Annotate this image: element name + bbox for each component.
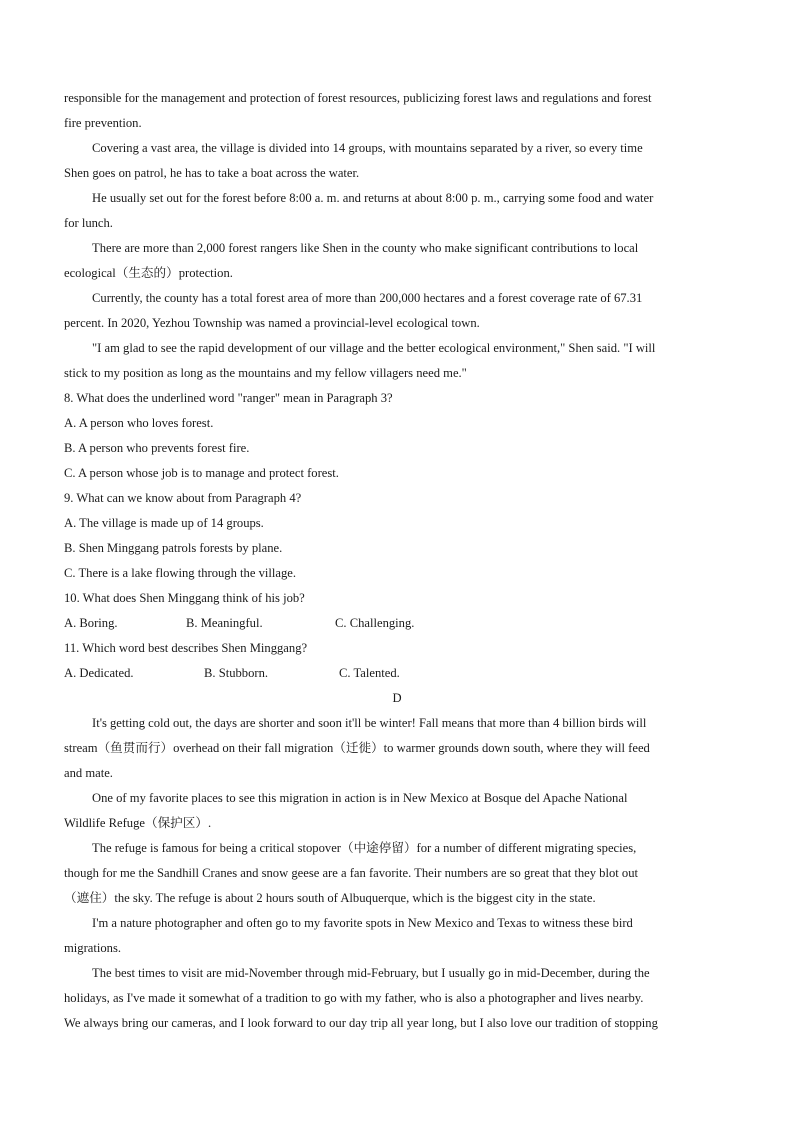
- option-line: A. A person who loves forest.: [64, 416, 214, 430]
- text-line: The best times to visit are mid-November through mid-February, but I usually go in mid-December, during the: [92, 966, 650, 980]
- option-a: A. Dedicated.: [64, 666, 134, 680]
- question-9: 9. What can we know about from Paragraph 4?: [64, 491, 302, 505]
- text-line: Wildlife Refuge（保护区）.: [64, 816, 212, 830]
- text-line: for lunch.: [64, 216, 113, 230]
- option-line: B. A person who prevents forest fire.: [64, 441, 250, 455]
- text-line: holidays, as I've made it somewhat of a tradition to go with my father, who is also a photographer and lives nearby.: [64, 991, 644, 1005]
- text-line: stick to my position as long as the mountains and my fellow villagers need me.": [64, 366, 467, 380]
- option-c: C. Challenging.: [335, 616, 415, 630]
- text-line: migrations.: [64, 941, 122, 955]
- text-line: ecological（生态的）protection.: [64, 266, 233, 280]
- text-line: One of my favorite places to see this migration in action is in New Mexico at Bosque del Apache National: [92, 791, 628, 805]
- option-a: A. Boring.: [64, 616, 118, 630]
- option-b: B. Stubborn.: [204, 666, 269, 680]
- text-line: "I am glad to see the rapid development of our village and the better ecological environment," Shen said. "I will: [92, 341, 656, 355]
- text-line: He usually set out for the forest before 8:00 a. m. and returns at about 8:00 p. m., carrying some food and water: [92, 191, 654, 205]
- option-line: C. There is a lake flowing through the village.: [64, 566, 296, 580]
- text-line: Covering a vast area, the village is divided into 14 groups, with mountains separated by a river, so every time: [92, 141, 643, 155]
- section-heading-label: D: [392, 691, 402, 705]
- text-line: Shen goes on patrol, he has to take a boat across the water.: [64, 166, 360, 180]
- question-10: 10. What does Shen Minggang think of his job?: [64, 591, 305, 605]
- text-line: responsible for the management and protection of forest resources, publicizing forest laws and regulations and forest: [64, 91, 652, 105]
- document-page: [0, 86, 794, 1036]
- question-8: 8. What does the underlined word "ranger" mean in Paragraph 3?: [64, 391, 393, 405]
- question-11: 11. Which word best describes Shen Minggang?: [64, 641, 308, 655]
- text-line: There are more than 2,000 forest rangers like Shen in the county who make significant contributions to local: [92, 241, 639, 255]
- option-line: B. Shen Minggang patrols forests by plane.: [64, 541, 283, 555]
- text-line: though for me the Sandhill Cranes and snow geese are a fan favorite. Their numbers are so great that they blot out: [64, 866, 639, 880]
- text-line: The refuge is famous for being a critical stopover（中途停留）for a number of different migrating species,: [92, 841, 637, 855]
- option-line: C. A person whose job is to manage and protect forest.: [64, 466, 339, 480]
- text-line: We always bring our cameras, and I look forward to our day trip all year long, but I also love our tradition of stopping: [64, 1016, 658, 1030]
- text-line: It's getting cold out, the days are shorter and soon it'll be winter! Fall means that more than 4 billion birds will: [92, 716, 647, 730]
- text-line: （遮住）the sky. The refuge is about 2 hours south of Albuquerque, which is the biggest city in the state.: [64, 891, 596, 905]
- text-line: stream（鱼贯而行）overhead on their fall migration（迁徙）to warmer grounds down south, where they will feed: [64, 741, 650, 755]
- text-line: fire prevention.: [64, 116, 142, 130]
- text-line: Currently, the county has a total forest area of more than 200,000 hectares and a forest coverage rate of 67.31: [92, 291, 643, 305]
- option-line: A. The village is made up of 14 groups.: [64, 516, 264, 530]
- question-11-options: [0, 661, 794, 686]
- section-heading: [0, 686, 794, 711]
- option-b: B. Meaningful.: [186, 616, 263, 630]
- text-line: I'm a nature photographer and often go to my favorite spots in New Mexico and Texas to witness these bird: [92, 916, 633, 930]
- text-line: and mate.: [64, 766, 113, 780]
- option-c: C. Talented.: [339, 666, 400, 680]
- text-line: percent. In 2020, Yezhou Township was named a provincial-level ecological town.: [64, 316, 480, 330]
- question-10-options: [0, 611, 794, 636]
